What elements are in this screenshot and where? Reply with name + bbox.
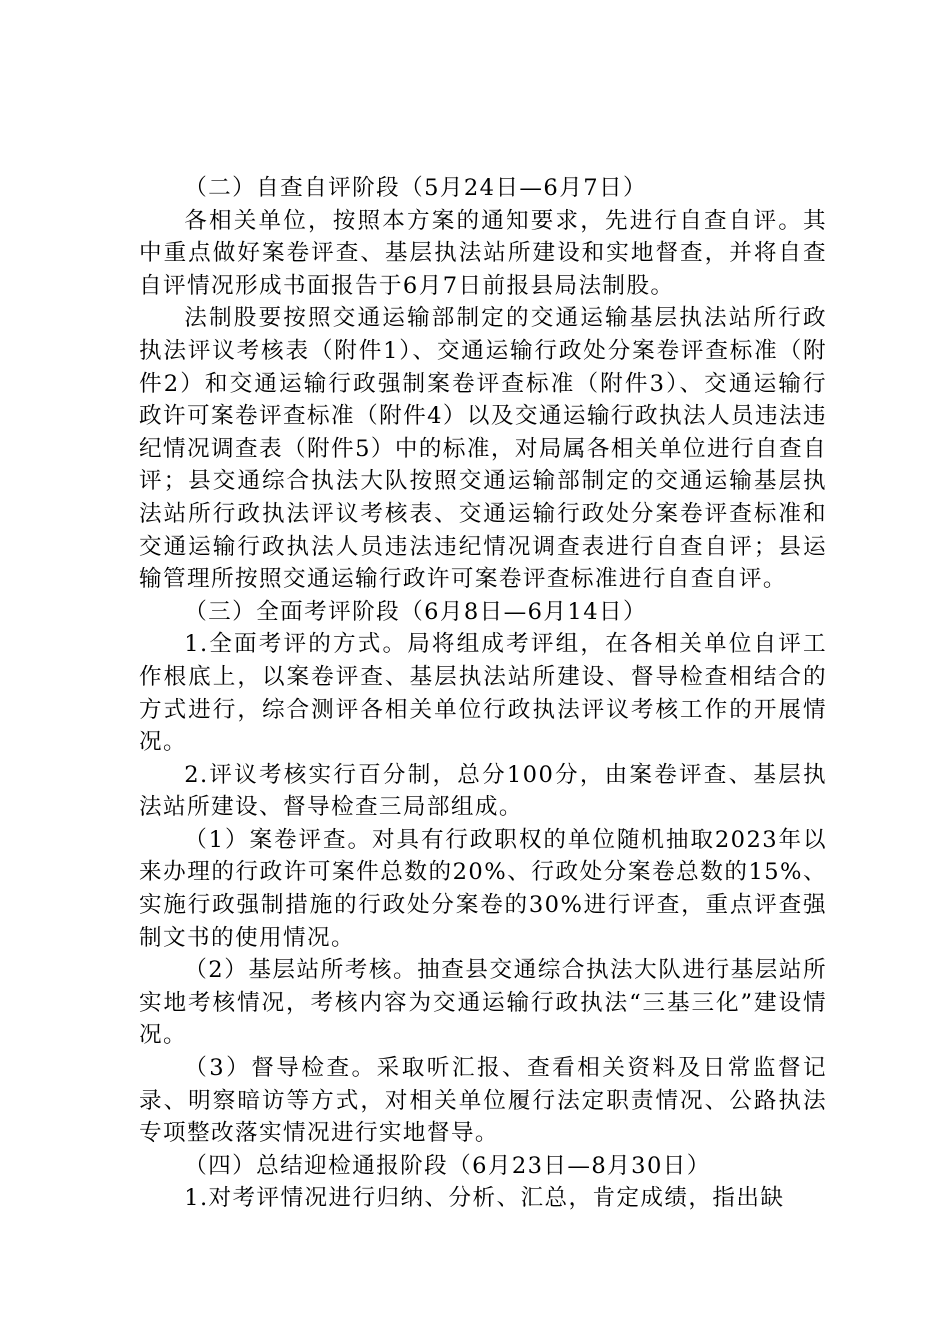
document-body	[139, 172, 827, 1215]
paragraph-evaluation-method: 1.全面考评的方式。局将组成考评组，在各相关单位自评工作根底上，以案卷评查、基层执法站所建设、督导检查相结合的方式进行，综合测评各相关单位行政执法评议考核工作的开展情况。	[139, 631, 827, 756]
section-heading-summary-report: （四）总结迎检通报阶段（6月23日—8月30日）	[184, 1152, 711, 1179]
paragraph-station-assessment: （2）基层站所考核。抽查县交通综合执法大队进行基层站所实地考核情况，考核内容为交通运输行政执法“三基三化”建设情况。	[139, 957, 827, 1049]
paragraph-supervision-inspection: （3）督导检查。采取听汇报、查看相关资料及日常监督记录、明察暗访等方式，对相关单位履行法定职责情况、公路执法专项整改落实情况进行实地督导。	[139, 1055, 827, 1147]
paragraph-scoring-system: 2.评议考核实行百分制，总分100分，由案卷评查、基层执法站所建设、督导检查三局部组成。	[139, 761, 827, 821]
paragraph-self-check-requirements: 各相关单位，按照本方案的通知要求，先进行自查自评。其中重点做好案卷评查、基层执法站所建设和实地督查，并将自查自评情况形成书面报告于6月7日前报县局法制股。	[139, 207, 827, 299]
paragraph-case-file-review: （1）案卷评查。对具有行政职权的单位随机抽取2023年以来办理的行政许可案件总数的20%、行政处分案卷总数的15%、实施行政强制措施的行政处分案卷的30%进行评查，重点评查强制文书的使用情况。	[139, 826, 827, 951]
paragraph-summary-analysis: 1.对考评情况进行归纳、分析、汇总，肯定成绩，指出缺	[184, 1185, 785, 1212]
section-heading-full-evaluation: （三）全面考评阶段（6月8日—6月14日）	[184, 598, 647, 625]
paragraph-legal-section-standards: 法制股要按照交通运输部制定的交通运输基层执法站所行政执法评议考核表（附件1）、交通运输行政处分案卷评查标准（附件2）和交通运输行政强制案卷评查标准（附件3）、交通运输行政许可案卷评查标准（附件4）以及交通运输行政执法人员违法违纪情况调查表（附件5）中的标准，对局属各相关单位进行自查自评；县交通综合执法大队按照交通运输部制定的交通运输基层执法站所行政执法评议考核表、交通运输行政处分案卷评查标准和交通运输行政执法人员违法违纪情况调查表进行自查自评；县运输管理所按照交通运输行政许可案卷评查标准进行自查自评。	[139, 305, 827, 593]
section-heading-self-check: （二）自查自评阶段（5月24日—6月7日）	[184, 175, 647, 201]
